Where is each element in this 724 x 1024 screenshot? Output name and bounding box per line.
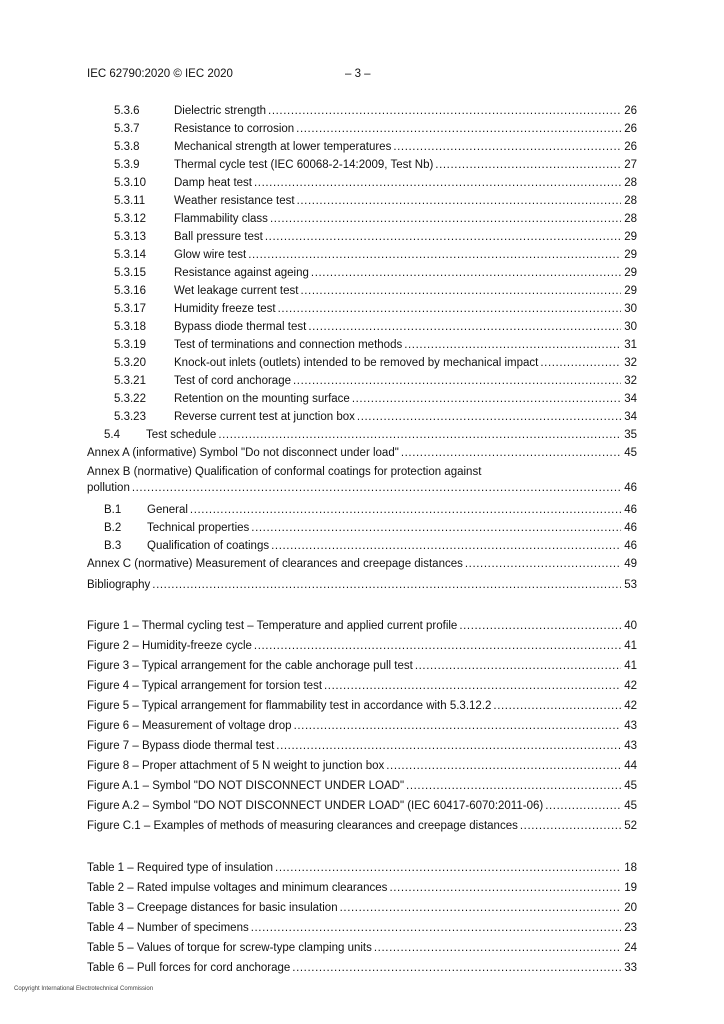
figure-entry[interactable]: Figure C.1 – Examples of methods of measuring clearances and creepage distances ..... 52 (87, 816, 637, 836)
toc-entry-b-3[interactable]: B.3 Qualification of coatings ..... 46 (87, 537, 637, 555)
toc-entry-5-3-17[interactable]: 5.3.17 Humidity freeze test ..... 30 (87, 300, 637, 318)
table-entry[interactable]: Table 6 – Pull forces for cord anchorage ..... 33 (87, 958, 637, 978)
figure-entry[interactable]: Figure 3 – Typical arrangement for the cable anchorage pull test ..... 41 (87, 656, 637, 676)
toc-entry-5-3-9[interactable]: 5.3.9 Thermal cycle test (IEC 60068-2-14:2009, Test Nb) ..... 27 (87, 156, 637, 174)
page-number: – 3 – (345, 68, 371, 80)
table-entry[interactable]: Table 5 – Values of torque for screw-type clamping units ..... 24 (87, 938, 637, 958)
table-entry[interactable]: Table 2 – Rated impulse voltages and minimum clearances ..... 19 (87, 878, 637, 898)
page-header (87, 68, 371, 80)
toc-entry-5-3-20[interactable]: 5.3.20 Knock-out inlets (outlets) intended to be removed by mechanical impact ..... 32 (87, 354, 637, 372)
document-id: IEC 62790:2020 © IEC 2020 (87, 68, 233, 80)
toc-entry-5-3-16[interactable]: 5.3.16 Wet leakage current test ..... 29 (87, 282, 637, 300)
list-of-tables (87, 858, 637, 978)
toc-entry-5-3-6[interactable]: 5.3.6 Dielectric strength ..... 26 (87, 102, 637, 120)
toc-entry-5-3-13[interactable]: 5.3.13 Ball pressure test ..... 29 (87, 228, 637, 246)
toc-entry-5-3-10[interactable]: 5.3.10 Damp heat test ..... 28 (87, 174, 637, 192)
figure-entry[interactable]: Figure 1 – Thermal cycling test – Temperature and applied current profile ..... 40 (87, 616, 637, 636)
figure-entry[interactable]: Figure 8 – Proper attachment of 5 N weight to junction box ..... 44 (87, 756, 637, 776)
annex-b-title-line2: pollution (87, 482, 130, 494)
toc-entry-5-3-19[interactable]: 5.3.19 Test of terminations and connection methods ..... 31 (87, 336, 637, 354)
toc-entry-5-3-15[interactable]: 5.3.15 Resistance against ageing ..... 29 (87, 264, 637, 282)
list-of-figures (87, 616, 637, 836)
toc-entry-5-4[interactable]: 5.4 Test schedule ..... 35 (87, 426, 637, 444)
table-entry[interactable]: Table 1 – Required type of insulation ..... 18 (87, 858, 637, 878)
figure-entry[interactable]: Figure 6 – Measurement of voltage drop ..... 43 (87, 716, 637, 736)
toc-entry-5-3-11[interactable]: 5.3.11 Weather resistance test ..... 28 (87, 192, 637, 210)
toc-entry-5-3-23[interactable]: 5.3.23 Reverse current test at junction box ..... 34 (87, 408, 637, 426)
figure-entry[interactable]: Figure A.2 – Symbol "DO NOT DISCONNECT UNDER LOAD" (IEC 60417-6070:2011-06) ..... 45 (87, 796, 637, 816)
toc-entry-b-2[interactable]: B.2 Technical properties ..... 46 (87, 519, 637, 537)
toc-entry-annex-a[interactable]: Annex A (informative) Symbol "Do not disconnect under load" ..... 45 (87, 444, 637, 462)
annex-b-title-line1: Annex B (normative) Qualification of conformal coatings for protection against (87, 466, 482, 478)
copyright-footer: Copyright International Electrotechnical Commission (14, 986, 154, 992)
toc-entry-annex-b[interactable]: Annex B (normative) Qualification of conformal coatings for protection against pollution ..... 46 (87, 465, 637, 497)
figure-entry[interactable]: Figure 2 – Humidity-freeze cycle ..... 41 (87, 636, 637, 656)
toc-entry-annex-c[interactable]: Annex C (normative) Measurement of clearances and creepage distances ..... 49 (87, 555, 637, 573)
toc-entry-5-3-18[interactable]: 5.3.18 Bypass diode thermal test ..... 30 (87, 318, 637, 336)
toc-entry-5-3-14[interactable]: 5.3.14 Glow wire test ..... 29 (87, 246, 637, 264)
figure-entry[interactable]: Figure A.1 – Symbol "DO NOT DISCONNECT UNDER LOAD" ..... 45 (87, 776, 637, 796)
toc-entry-5-3-8[interactable]: 5.3.8 Mechanical strength at lower temperatures ..... 26 (87, 138, 637, 156)
figure-entry[interactable]: Figure 7 – Bypass diode thermal test ..... 43 (87, 736, 637, 756)
toc-entry-5-3-21[interactable]: 5.3.21 Test of cord anchorage ..... 32 (87, 372, 637, 390)
table-of-contents (87, 102, 637, 978)
figure-entry[interactable]: Figure 5 – Typical arrangement for flammability test in accordance with 5.3.12.2 ..... 42 (87, 696, 637, 716)
table-entry[interactable]: Table 3 – Creepage distances for basic insulation ..... 20 (87, 898, 637, 918)
figure-entry[interactable]: Figure 4 – Typical arrangement for torsion test ..... 42 (87, 676, 637, 696)
table-entry[interactable]: Table 4 – Number of specimens ..... 23 (87, 918, 637, 938)
toc-entry-b-1[interactable]: B.1 General ..... 46 (87, 501, 637, 519)
toc-entry-5-3-12[interactable]: 5.3.12 Flammability class ..... 28 (87, 210, 637, 228)
toc-entry-bibliography[interactable]: Bibliography ..... 53 (87, 576, 637, 594)
toc-entry-5-3-7[interactable]: 5.3.7 Resistance to corrosion ..... 26 (87, 120, 637, 138)
toc-entry-5-3-22[interactable]: 5.3.22 Retention on the mounting surface ..... 34 (87, 390, 637, 408)
